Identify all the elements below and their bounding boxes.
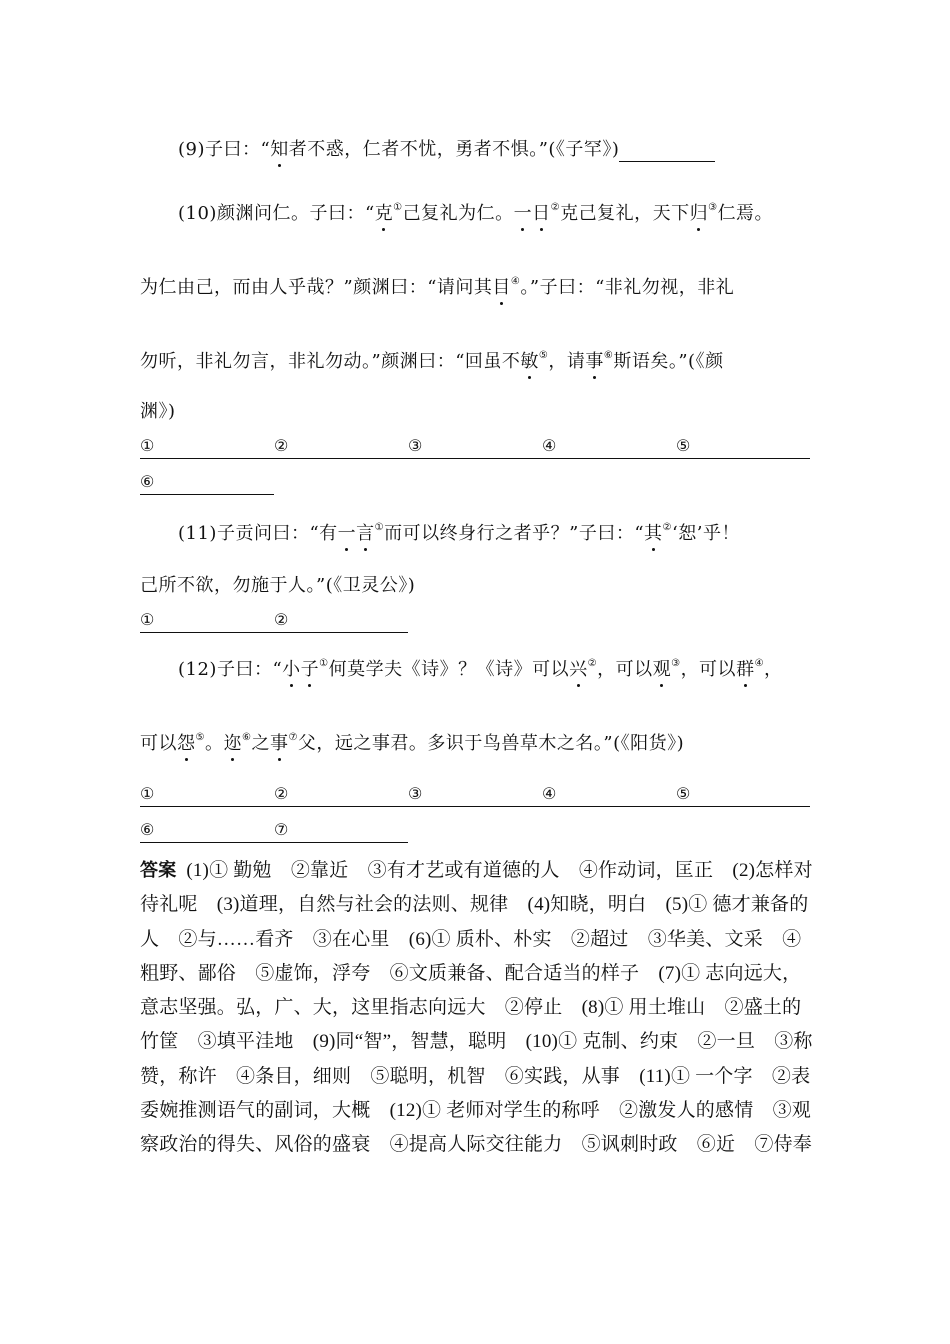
q11-marker: ① [374, 522, 385, 533]
q12-dotted-char: 小 [282, 659, 301, 680]
q10-text: 为仁由己，而由人乎哉？”颜渊曰：“请问其 [140, 277, 493, 298]
answer-label: 答案 [140, 860, 177, 881]
q12-blank-6: ⑥ [140, 820, 155, 839]
q10-text: 。”子曰：“非礼勿视，非礼 [520, 277, 735, 298]
q10-text: 仁焉。 [717, 203, 774, 224]
q10-dotted-char: 事 [585, 351, 604, 372]
q12-blank-1: ① [140, 784, 155, 803]
q12-marker: ⑦ [288, 732, 298, 743]
q12-marker: ③ [671, 658, 681, 669]
q10-text: 渊》) [140, 401, 176, 422]
q10-line-1 [178, 202, 850, 226]
q11-dotted-char: 一 [337, 523, 357, 544]
q12-blank-2: ② [274, 784, 289, 803]
q12-text: 。 [204, 733, 224, 754]
q10-text: 斯语矣。”(《颜 [613, 351, 724, 372]
q10-line-3 [140, 350, 812, 374]
q10-line-2 [140, 276, 812, 300]
q11-text: ‘恕’乎！ [672, 523, 740, 544]
q12-line-1 [178, 658, 850, 682]
q11-blank-row[interactable] [140, 610, 408, 633]
q10-blank-row-1[interactable] [140, 436, 810, 459]
q10-dotted-char: 一 [513, 203, 533, 224]
q12-blank-4: ④ [542, 784, 557, 803]
q12-blank-3: ③ [408, 784, 423, 803]
q12-blank-row-1[interactable] [140, 784, 810, 807]
q10-marker: ② [550, 202, 561, 213]
q12-dotted-char: 子 [300, 659, 320, 680]
q9-text: 者不惑，仁者不忧，勇者不惧。”(《子罕》) [288, 139, 620, 160]
q10-blank-2: ② [274, 436, 289, 455]
q11-dotted-char: 其 [644, 523, 663, 544]
q11-blank-2: ② [274, 610, 289, 629]
q11-text: (11)子贡问曰：“有 [178, 523, 338, 544]
answer-block [140, 854, 820, 1163]
q12-blank-row-2[interactable] [140, 820, 408, 843]
q10-blank-5: ⑤ [676, 436, 691, 455]
q10-blank-1: ① [140, 436, 155, 455]
q12-marker: ① [319, 658, 329, 669]
q12-text: (12)子曰：“ [178, 659, 283, 680]
q9-text: (9)子曰：“ [178, 139, 271, 160]
q12-dotted-char: 观 [652, 659, 672, 680]
q10-text: 克己复礼，天下 [560, 203, 690, 224]
q12-blank-5: ⑤ [676, 784, 691, 803]
q12-text: 父，远之事君。多识于鸟兽草木之名。”(《阳货》) [297, 733, 685, 754]
q12-text: 可以 [140, 733, 177, 754]
q12-line-2 [140, 732, 812, 756]
q12-blank-7: ⑦ [274, 820, 289, 839]
q11-blank-1: ① [140, 610, 155, 629]
q9-line-1 [178, 138, 850, 162]
q12-marker: ② [587, 658, 598, 669]
q12-dotted-char: 迩 [223, 733, 242, 754]
q12-text: 之 [251, 733, 270, 754]
q12-marker: ⑥ [241, 732, 252, 743]
q11-line-1 [178, 522, 850, 546]
q12-dotted-char: 怨 [177, 733, 196, 754]
q10-dotted-char: 克 [374, 203, 394, 224]
q10-dotted-char: 敏 [520, 351, 539, 372]
q11-dotted-char: 言 [356, 523, 375, 544]
q10-text: ，请 [548, 351, 586, 372]
q12-text: ，可以 [680, 659, 737, 680]
q9-dotted-char: 知 [270, 139, 289, 160]
q11-line-2 [140, 574, 812, 598]
q10-blank-row-2[interactable] [140, 472, 274, 495]
q12-dotted-char: 事 [269, 733, 289, 754]
q10-text: 勿听，非礼勿言，非礼勿动。”颜渊曰：“回虽不 [140, 351, 521, 372]
q9-answer-blank[interactable] [619, 143, 715, 162]
q10-text: 己复礼为仁。 [402, 203, 514, 224]
q10-marker: ④ [510, 276, 521, 287]
q12-text: 何莫学夫《诗》？《诗》可以 [328, 659, 570, 680]
q10-blank-6: ⑥ [140, 472, 155, 491]
q12-marker: ④ [754, 658, 765, 669]
q10-marker: ⑤ [538, 350, 549, 361]
q10-blank-3: ③ [408, 436, 423, 455]
answer-text: (1)① 勤勉 ②靠近 ③有才艺或有道德的人 ④作动词，匡正 (2)怎样对待礼呢 (3)道理，自然与社会的法则、规律 (4)知晓，明白 (5)① 德才兼备的人 ②与……看齐 ③在心里 (6)① 质朴、朴实 ②超过 ③华美、文采 ④粗野、鄙俗 ⑤虚饰，浮夸 ⑥文质兼备、配合适当的样子 (7)① 志向远大，意志坚强。弘，广、大，这里指志向远大 ②停止 (8)① 用土堆山 ②盛土的竹筐 ③填平洼地 (9)同“智”，智慧，聪明 (10)① 克制、约束 ②一旦 ③称赞，称许 ④条目，细则 ⑤聪明，机智 ⑥实践，从事 (11)① 一个字 ②表委婉推测语气的副词，大概 (12)① 老师对学生的称呼 ②激发人的感情 ③观察政治的得失、风俗的盛衰 ④提高人际交往能力 ⑤讽刺时政 ⑥近 ⑦侍奉 [140, 860, 813, 1156]
q10-marker: ⑥ [603, 350, 614, 361]
q10-marker: ③ [708, 202, 718, 213]
q11-text: 而可以终身行之者乎？”子曰：“ [384, 523, 645, 544]
q12-text: ，可以 [597, 659, 653, 680]
q10-dotted-char: 日 [532, 203, 551, 224]
q10-text: (10)颜渊问仁。子曰：“ [178, 203, 375, 224]
q10-blank-4: ④ [542, 436, 557, 455]
q11-text: 己所不欲，勿施于人。”(《卫灵公》) [140, 575, 416, 596]
q11-marker: ② [662, 522, 672, 533]
q12-dotted-char: 兴 [569, 659, 588, 680]
q12-dotted-char: 群 [736, 659, 755, 680]
q10-dotted-char: 归 [689, 203, 709, 224]
q10-dotted-char: 目 [492, 277, 511, 298]
q10-marker: ① [393, 202, 403, 213]
q12-text: ， [764, 659, 783, 680]
q10-line-4 [140, 400, 812, 424]
q12-marker: ⑤ [195, 732, 205, 743]
